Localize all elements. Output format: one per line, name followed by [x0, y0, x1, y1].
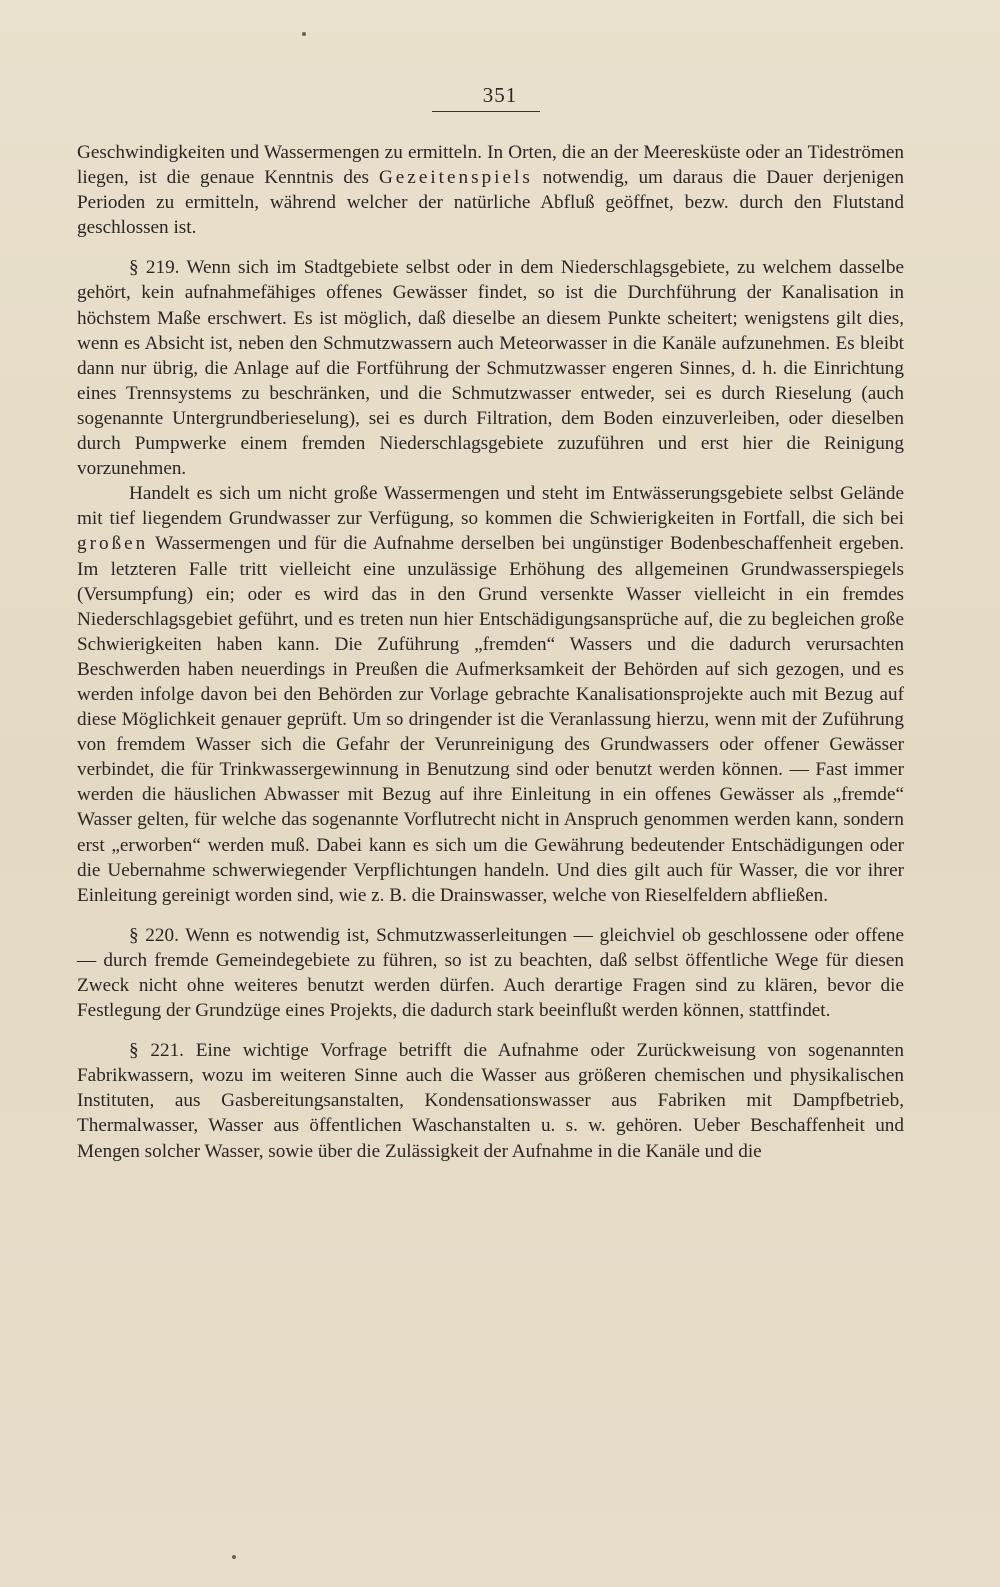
paper-speck [302, 32, 306, 36]
text-run: § 220. Wenn es notwendig ist, Schmutzwasserleitungen — gleichviel ob geschlossene oder offene — durch fremde Gemeindegebiete zu führen, so ist zu beachten, daß selbst öffentliche Wege für diesen Zweck nicht ohne weiteres benutzt werden dürfen. Auch derartige Fragen sind zu klären, bevor die Festlegung der Grundzüge eines Projekts, die dadurch stark beeinflußt werden können, stattfindet. [77, 924, 904, 1022]
paragraph-continuation [77, 140, 904, 240]
header-rule [432, 111, 540, 112]
paragraph-section-220 [77, 923, 904, 1023]
text-run-spaced: Gezeitenspiels [378, 167, 533, 189]
text-run: § 221. Eine wichtige Vorfrage betrifft die Aufnahme oder Zurückweisung von sogenannten Fabrikwassern, wozu im weiteren Sinne auch die Wasser aus größeren chemischen und physikalischen Instituten, aus Gasbereitungsanstalten, Kondensationswasser aus Fabriken mit Dampfbetrieb, Thermalwasser, Wasser aus öffentlichen Waschanstalten u. s. w. gehören. Ueber Beschaffenheit und Mengen solcher Wasser, sowie über die Zulässigkeit der Aufnahme in die Kanäle und die [77, 1040, 904, 1162]
body-text [77, 140, 904, 1164]
paper-speck [232, 1555, 236, 1559]
text-run: Handelt es sich um nicht große Wassermengen und steht im Entwässerungsgebiete selbst Gelände mit tief liegendem Grundwasser zur Verfügung, so kommen die Schwierigkeiten in Fortfall, die sich bei [77, 483, 904, 530]
text-run: Geschwindigkeiten und Wassermengen zu ermitteln. In Orten, die an der Meeresküste oder an Tideströmen liegen, ist die genaue Kenntnis des [77, 142, 904, 189]
text-run: notwendig, um daraus die Dauer derjenigen Perioden zu ermitteln, während welcher der natürliche Abfluß geöffnet, bezw. durch den Flutstand geschlossen ist. [77, 167, 904, 239]
text-run: Wassermengen und für die Aufnahme derselben bei ungünstiger Bodenbeschaffenheit ergeben. Im letzteren Falle tritt vielleicht eine unzulässige Erhöhung des allgemeinen Grundwasserspiegels (Versumpfung) ein; oder es wird das in den Grund versenkte Wasser vielleicht in ein fremdes Niederschlagsgebiet geführt, und es treten nun hier Entschädigungsansprüche auf, die zu begleichen große Schwierigkeiten haben kann. Die Zuführung „fremden“ Wassers und die dadurch verursachten Beschwerden haben neuerdings in Preußen die Aufmerksamkeit der Behörden auf sich gezogen, und es werden infolge davon bei den Behörden zur Vorlage gebrachte Kanalisationsprojekte auch mit Bezug auf diese Möglichkeit genauer geprüft. Um so dringender ist die Veranlassung hierzu, wenn mit der Zuführung von fremdem Wasser sich die Gefahr der Verunreinigung des Grundwassers oder offener Gewässer verbindet, die für Trinkwassergewinnung in Benutzung sind oder benutzt werden können. — Fast immer werden die häuslichen Abwasser mit Bezug auf ihre Einleitung in ein offenes Gewässer als „fremde“ Wasser gelten, für welche das sogenannte Vorflutrecht nicht in Anspruch genommen werden kann, sondern erst „erworben“ werden muß. Dabei kann es sich um die Gewährung bedeutender Entschädigungen oder die Uebernahme schwerwiegender Verpflichtungen handeln. Und dies gilt auch für Wasser, die vor ihrer Einleitung gereinigt worden sind, wie z. B. die Drainswasser, welche von Rieselfeldern abfließen. [77, 533, 904, 906]
text-run: § 219. Wenn sich im Stadtgebiete selbst oder in dem Niederschlagsgebiete, zu welchem dasselbe gehört, kein aufnahmefähiges offenes Gewässer findet, so ist die Durchführung der Kanalisation in höchstem Maße erschwert. Es ist möglich, daß dieselbe an diesem Punkte scheitert; wenigstens gilt dies, wenn es Absicht ist, neben den Schmutzwassern auch Meteorwasser in die Kanäle aufzunehmen. Es bleibt dann nur übrig, die Anlage auf die Fortführung der Schmutzwasser engeren Sinnes, d. h. die Einrichtung eines Trennsystems zu beschränken, und die Schmutzwasser entweder, sei es durch Rieselung (auch sogenannte Untergrundberieselung), sei es durch Filtration, dem Boden einzuverleiben, oder dieselben durch Pumpwerke einem fremden Niederschlagsgebiete zuzuführen und erst hier die Reinigung vorzunehmen. [77, 257, 904, 480]
text-run-spaced: großen [77, 533, 149, 555]
paragraph-219-continued [77, 481, 904, 908]
page-number: 351 [482, 83, 518, 107]
paragraph-section-221 [77, 1038, 904, 1163]
paragraph-section-219 [77, 255, 904, 481]
